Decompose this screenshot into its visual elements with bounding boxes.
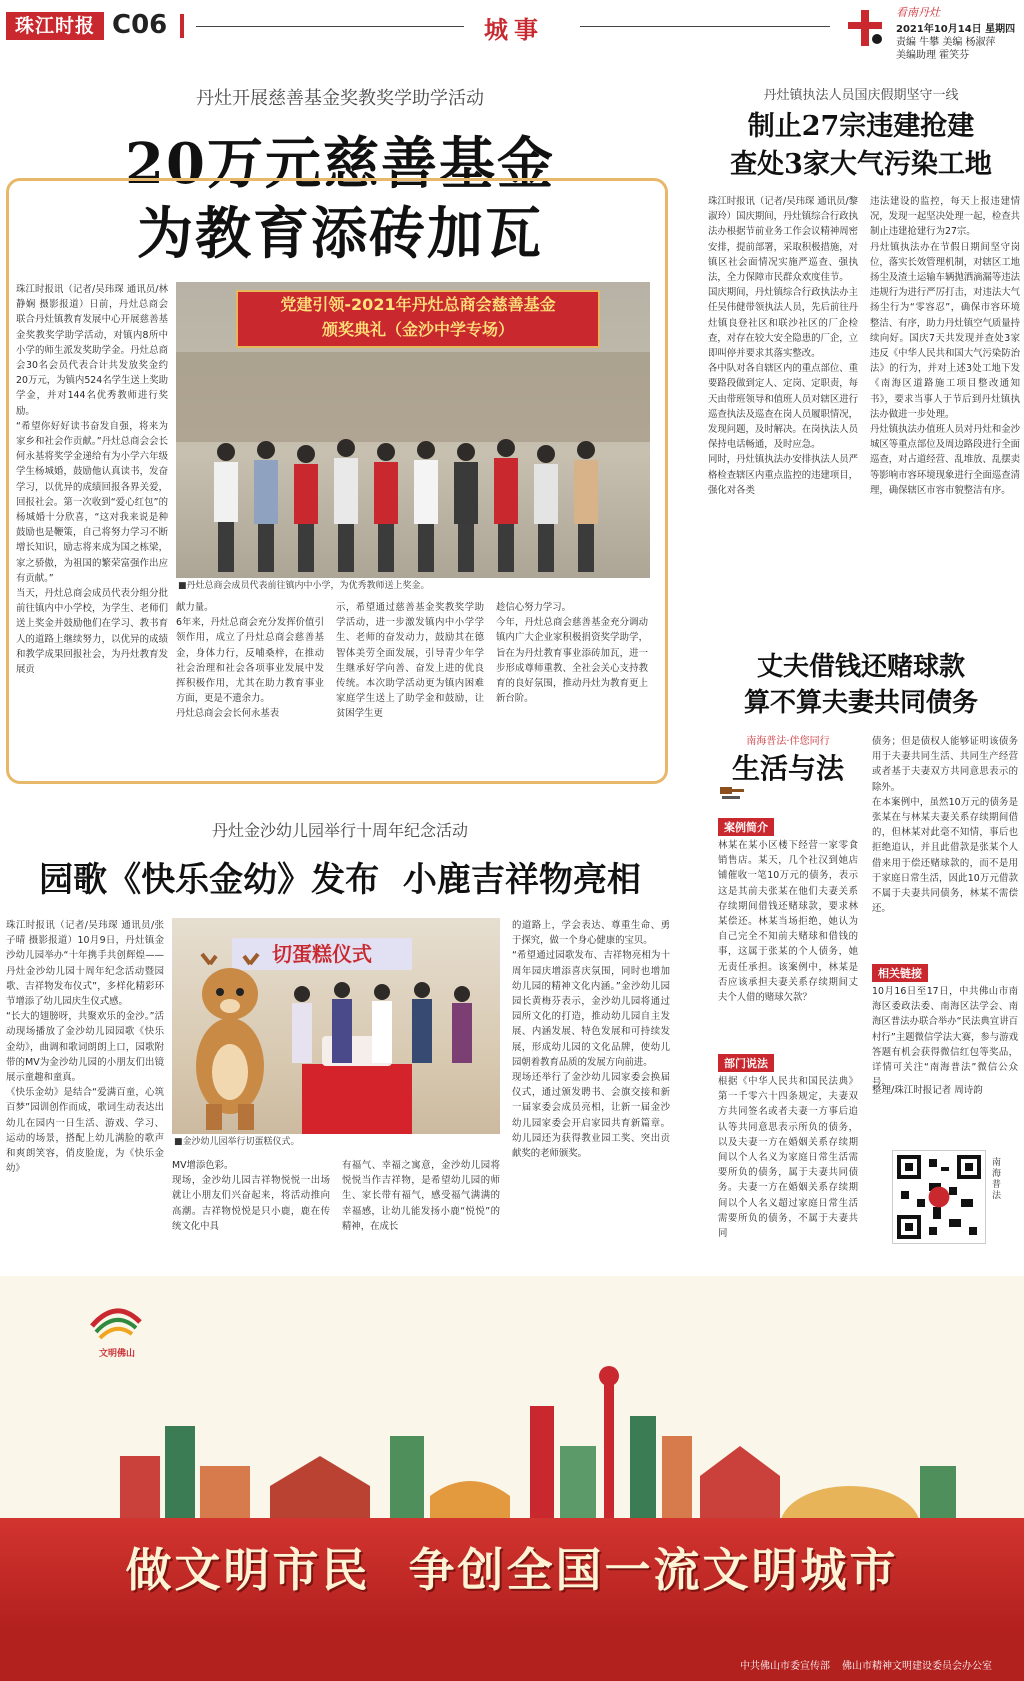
article1-column-4: 趁信心努力学习。 今年，丹灶总商会慈善基金充分调动镇内广大企业家积极捐资奖学助学，旨在为丹灶教育事业添砖加瓦，进一步形成尊师重教、全社会关心支持教育的良好氛围，推动丹灶为教育更上新台阶。: [496, 602, 648, 705]
column-logo: [720, 732, 856, 802]
ceremony-banner-line-1: 党建引领-2021年丹灶总商会慈善基金: [280, 295, 556, 314]
poster-footer-org-2: 佛山市精神文明建设委员会办公室: [842, 1661, 992, 1672]
article-law-column: [700, 636, 1022, 1256]
masthead: [0, 0, 1024, 60]
article1-photo-caption: ■丹灶总商会成员代表前往镇内中小学，为优秀教师送上奖金。: [176, 578, 652, 594]
article3-column-3: 有福气、幸福之寓意，金沙幼儿园将悦悦当作吉祥物，是希望幼儿园的师生、家长带有福气，感受福气满满的幸福感，让幼儿能发扬小鹿“悦悦”的精神，在成长: [342, 1160, 500, 1232]
cake-ceremony-banner: 切蛋糕仪式: [232, 938, 412, 970]
ceremony-people-group: [196, 412, 636, 582]
article4-headline-1: 丈夫借钱还赌球款: [756, 652, 965, 682]
masthead-rule-left: [196, 26, 464, 27]
law-right-column: 债务；但是债权人能够证明该债务用于夫妻共同生活、共同生产经营或者基于夫妻双方共同意思表示的除外。 在本案例中，虽然10万元的债务是张某在与林某夫妻关系存续期间借的，但林某对此毫不知情，事后也拒绝追认，并且此借款是张某个人借来用于偿还赌球款的，而不是用于家庭日常生活，因此10万元借款不属于夫妻共同债务，林某不需偿还。: [872, 736, 1018, 915]
article2-headline-1: 制止27宗违建抢建: [747, 111, 975, 142]
article1-column-3: 示，希望通过慈善基金奖教奖学助学活动，进一步激发镇内中小学学生、老师的奋发动力，鼓励其在德智体美劳全面发展，引导青少年学生继承好学向善、奋发上进的优良传统。本次助学活动更为镇内困难家庭学生送上了助学金和鼓励，让贫困学生更: [336, 602, 484, 720]
column-logo-main: 生活与法: [731, 752, 844, 785]
deer-mascot: [180, 954, 280, 1134]
masthead-logo-text: 看南丹灶: [896, 6, 940, 19]
section-title: 城事: [484, 16, 544, 44]
article1-headline-1: 20万元慈善基金: [125, 131, 555, 197]
article1-column-2: 献力量。 6年来，丹灶总商会充分发挥价值引领作用，成立了丹灶总商会慈善基金，身体力行，反哺桑梓，在推动社会治理和社会各项事业发展中发挥积极作用，尤其在助力教育事业方面，更是不遗余力。 丹灶总商会会长何永基表: [176, 602, 324, 720]
article2-column-1: 珠江时报讯（记者/吴玮琛 通讯员/黎淑玲）国庆期间，丹灶镇综合行政执法办根据节前业务工作会议精神周密安排，提前部署，采取积极措施，对镇区社会面情况实施严巡查、强执法，全力保障市民群众欢度佳节。 国庆期间，丹灶镇综合行政执法办主任吴伟健带领执法人员，先后前往丹灶镇良登社区和联沙社区的厂企检查，对存在较大安全隐患的厂企，立即叫停并要求其落实整改。 各中队对各自辖区内的重点部位、重要路段做到定人、定岗、定职责，每天由带班领导和值班人员对辖区进行巡查执法及巡查在岗人员履职情况，发现问题，及时解决。在岗执法人员保持电话畅通，及时应急。 同时，丹灶镇执法办安排执法人员严格检查辖区内重点监控的违建项目，强化对各类: [708, 196, 859, 496]
article-law-enforcement: [700, 76, 1022, 636]
article2-headline-2: 查处3家大气污染工地: [730, 149, 992, 180]
page-code: C06: [112, 10, 168, 40]
charity-ceremony-photo: [176, 282, 650, 594]
staff-line-2: 美编助理 霍笑芬: [896, 50, 970, 61]
poster-slogan: 做文明市民 争创全国一流文明城市: [125, 1543, 899, 1597]
article-charity-fund: [0, 70, 670, 782]
article2-kicker: 丹灶镇执法人员国庆假期坚守一线: [763, 88, 959, 103]
gavel-icon: [720, 784, 746, 798]
article1-headline-2: 为教育添砖加瓦: [137, 201, 543, 267]
poster-footer-org-1: 中共佛山市委宣传部: [740, 1661, 830, 1672]
civilization-poster: [0, 1276, 1024, 1681]
article3-kicker: 丹灶金沙幼儿园举行十周年纪念活动: [211, 821, 468, 840]
paper-name-logo: 珠江时报: [6, 12, 104, 40]
related-label: 相关链接: [872, 964, 928, 982]
masthead-divider-bar: [180, 14, 184, 38]
ceremony-banner: [236, 290, 600, 348]
article3-photo-caption: ■金沙幼儿园举行切蛋糕仪式。: [172, 1134, 502, 1150]
article3-headline: 园歌《快乐金幼》发布 小鹿吉祥物亮相: [39, 860, 641, 900]
date-line: 2021年10月14日 星期四: [896, 24, 1016, 35]
article3-column-1: 珠江时报讯（记者/吴玮琛 通讯员/张子晴 摄影报道）10月9日，丹灶镇金沙幼儿园举办“十年携手共创辉煌——丹灶金沙幼儿园十周年纪念活动暨园歌、吉祥物发布仪式”，多样化精彩环节增添了幼儿园庆生仪式感。 “长大的翅膀呀，共聚欢乐的金沙。”活动现场播放了金沙幼儿园园歌《快乐金幼》，曲调和歌词朗朗上口，园歌附带的MV为金沙幼儿园的小朋友们出镜展示童趣和童真。 《快乐金幼》是结合“爱满百童，心筑百梦”园训创作而成，歌词生动表达出幼儿在园内一日生活、游戏、学习、运动的场景，搭配上幼儿满脸的歌声和爽朗笑容，俏皮脸庞，为《快乐金幼》: [6, 920, 164, 1175]
article-kindergarten: [0, 782, 680, 1262]
ceremony-banner-line-2: 颁奖典礼（金沙中学专场）: [321, 320, 514, 339]
staff-line-1: 责编 牛攀 美编 杨淑萍: [896, 37, 996, 48]
dandao-logo-icon: [840, 6, 890, 50]
kindergarten-photo: [172, 918, 500, 1150]
poster-footer: [0, 1628, 1024, 1681]
related-text: 10月16日至17日，中共佛山市南海区委政法委、南海区法学会、南海区普法办联合举办“民法典宣讲百村行”主题微信学法大赛，参与游戏答题有机会获得微信红包等奖品，详情可关注“南海普法”微信公众号。: [872, 986, 1018, 1089]
teachers-group: [282, 976, 492, 1076]
dept-label: 部门说法: [718, 1054, 774, 1072]
article1-column-1: 珠江时报讯（记者/吴玮琛 通讯员/林静娴 摄影报道）日前，丹灶总商会联合丹灶镇教育发展中心开展慈善基金奖教奖学助学活动，对镇内8所中小学的师生派发奖助学金。丹灶总商会30名会员代表合计共发放奖金约20万元，为镇内524名学生送上奖助学金，并对144名优秀教师进行奖励。 “希望你好好读书奋发自强，将来为家乡和社会作贡献。”丹灶总商会会长何永基将奖学金递给有为小学六年级学生杨城婚，鼓励他认真读书，发奋学习，以优异的成绩回报各界关爱，回报社会。第一次收到“爱心红包”的杨城婚十分欣喜，“这对我来说是种鼓励也是鞭策，自己将努力学习不断增长知识，励志将来成为国之栋梁，家之骄傲，为祖国的繁荣富强作出应有贡献。” 当天，丹灶总商会成员代表分组分批前往镇内中小学校，为学生、老师们送上奖金并鼓励他们在学习、教书育人的道路上继续努力，以优异的成绩和教学成果回报社会，为丹灶教育发展贡: [16, 284, 168, 676]
dept-text: 根据《中华人民共和国民法典》第一千零六十四条规定，夫妻双方共同签名或者夫妻一方事后追认等共同意思表示所负的债务，以及夫妻一方在婚姻关系存续期间以个人名义为家庭日常生活需要所负的债务，属于夫妻共同债务。夫妻一方在婚姻关系存续期间以个人名义超过家庭日常生活需要所负的债务，不属于夫妻共同: [718, 1076, 858, 1240]
poster-logo-text: 文明佛山: [98, 1349, 135, 1359]
article4-headline-2: 算不算夫妻共同债务: [743, 688, 978, 718]
case-label: 案例简介: [718, 818, 774, 836]
masthead-rule-right: [580, 26, 830, 27]
byline: 整理/珠江时报记者 周诗韵: [872, 1085, 983, 1096]
article3-column-2: MV增添色彩。 现场，金沙幼儿园吉祥物悦悦一出场就让小朋友们兴奋起来，将活动推向高潮。吉祥物悦悦是只小鹿，鹿在传统文化中具: [172, 1160, 330, 1232]
article2-column-2: 违法建设的监控，每天上报违建情况，发现一起坚决处理一起，检查共制止违建抢建行为27宗。 丹灶镇执法办在节假日期间坚守岗位，落实长效管理机制，对辖区工地扬尘及渣土运输车辆抛洒滴漏等违法违规行为进行严厉打击，对违法大气扬尘行为“零容忍”，确保市容环境整洁、有序，助力丹灶镇空气质量持续向好。国庆7天共发现并查处3家违反《中华人民共和国大气污染防治法》的行为，并对上述3处工地下发《南海区道路施工项目整改通知书》，要求当事人于节后到丹灶镇执法办做进一步处理。 丹灶镇执法办值班人员对丹灶和金沙城区等重点部位及周边路段进行全面巡查，对占道经营、乱堆放、乱摆卖等影响市容环境现象进行全面巡查清理，确保辖区市容市貌整洁有序。: [870, 196, 1021, 496]
article1-kicker: 丹灶开展慈善基金奖教奖学助学活动: [196, 88, 484, 109]
qr-side-label: 南海普法: [992, 1158, 1002, 1201]
column-logo-top: 南海普法·伴您同行: [746, 736, 830, 747]
qr-code: [892, 1150, 986, 1244]
article3-column-4: 的道路上，学会表达、尊重生命、勇于探究，做一个身心健康的宝贝。 “希望通过园歌发布、吉祥物亮相为十周年园庆增添喜庆氛围，同时也增加幼儿园的精神文化内涵。”金沙幼儿园园长黄梅芬表示，金沙幼儿园将通过园所文化的打造，推动幼儿园自主发展、内涵发展、特色发展和可持续发展，形成幼儿园的文化品牌，使幼儿园朝着教育品质的发展方向前进。 现场还举行了金沙幼儿园家委会换届仪式，通过颁发聘书、会旗交接和新一届家委会成员亮相，让新一届金沙幼儿园家委会开启家园共育新篇章。幼儿园还为获得教业园工奖、突出贡献奖的老师颁奖。: [512, 920, 670, 1160]
case-text: 林某在某小区楼下经营一家零食销售店。某天，几个社汉到她店铺催收一笔10万元的债务，表示这是其前夫张某在他们夫妻关系存续期间借钱还赌球款，要求林某偿还。林某当场拒绝，她认为自己完全不知前夫赌球和借钱的事，这属于张某的个人债务，她无责任承担。该案例中，林某是否应该承担夫妻关系存续期间丈夫个人借的赌球欠款？: [718, 840, 858, 1004]
